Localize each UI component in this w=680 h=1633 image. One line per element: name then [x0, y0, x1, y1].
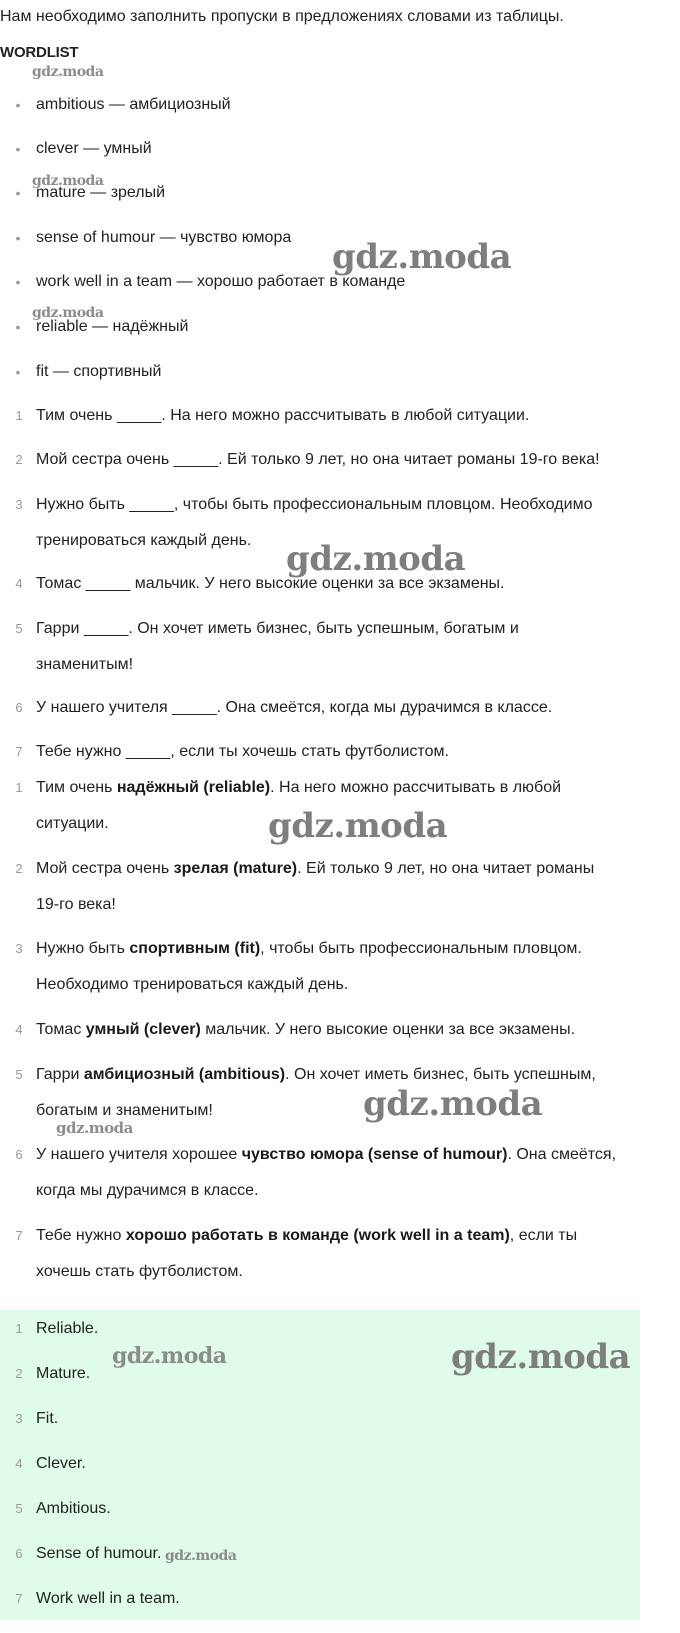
answer-text: Reliable.: [36, 1320, 99, 1337]
item-number: 1: [15, 780, 23, 795]
item-number: 4: [15, 576, 23, 591]
answer-text: Fit.: [36, 1410, 59, 1427]
watermark-logo: gdz.moda: [451, 1337, 631, 1377]
item-number: 2: [15, 861, 23, 876]
answer-text: Mature.: [36, 1365, 91, 1382]
item-number: 1: [15, 1321, 23, 1336]
item-number: 5: [15, 621, 23, 636]
list-item-text: sense of humour — чувство юмора: [36, 229, 292, 246]
item-number: 4: [15, 1456, 23, 1471]
exercise-text: Тим очень _____. На него можно рассчитывать в любой ситуации.: [36, 407, 530, 424]
translation-text: мальчик. У него высокие оценки за все экзамены.: [200, 1021, 576, 1038]
answer-highlight: спортивным (fit): [129, 940, 261, 957]
list-item-text: mature — зрелый: [36, 184, 166, 201]
item-number: 4: [15, 1022, 23, 1037]
translation-text: У нашего учителя хорошее: [36, 1146, 242, 1163]
translation-text: . Она смеётся,: [507, 1146, 617, 1163]
list-item-text: work well in a team — хорошо работает в команде: [36, 273, 406, 290]
translation-text-cont: 19-го века!: [36, 896, 116, 913]
translation-text: , если ты: [509, 1227, 578, 1244]
item-number: 1: [15, 408, 23, 423]
translation-text: Томас: [36, 1021, 86, 1038]
translation-text-cont: когда мы дурачимся в классе.: [36, 1182, 259, 1199]
translation-text-cont: хочешь стать футболистом.: [36, 1263, 243, 1280]
watermark-logo: gdz.moda: [32, 305, 104, 321]
translation-text: Мой сестра очень: [36, 860, 174, 877]
translation-text: . Ей только 9 лет, но она читает романы: [297, 860, 595, 877]
list-item-text: fit — спортивный: [36, 363, 162, 380]
item-number: 3: [15, 941, 23, 956]
list-item-text: clever — умный: [36, 140, 152, 157]
bullet: •: [15, 230, 21, 246]
translation-text: . Он хочет иметь бизнес, быть успешным,: [285, 1066, 596, 1083]
bullet: •: [15, 185, 21, 201]
answer-text: Work well in a team.: [36, 1590, 180, 1607]
item-number: 7: [15, 744, 23, 759]
answer-highlight: зрелая (mature): [173, 860, 298, 877]
exercise-text: Нужно быть _____, чтобы быть профессиональным пловцом. Необходимо: [36, 496, 593, 513]
item-number: 3: [15, 497, 23, 512]
exercise-text: У нашего учителя _____. Она смеётся, когда мы дурачимся в классе.: [36, 699, 553, 716]
watermark-logo: gdz.moda: [56, 1119, 133, 1137]
watermark-logo: gdz.moda: [112, 1343, 227, 1369]
bullet: •: [15, 274, 21, 290]
answer-text: Clever.: [36, 1455, 86, 1472]
item-number: 6: [15, 700, 23, 715]
watermark-logo: gdz.moda: [286, 539, 466, 579]
translation-text: , чтобы быть профессиональным пловцом.: [260, 940, 582, 957]
answer-highlight: чувство юмора (sense of humour): [241, 1146, 508, 1163]
item-number: 3: [15, 1411, 23, 1426]
exercise-text: Мой сестра очень _____. Ей только 9 лет, но она читает романы 19-го века!: [36, 451, 600, 468]
item-number: 6: [15, 1147, 23, 1162]
intro-text: Нам необходимо заполнить пропуски в предложениях словами из таблицы.: [0, 8, 564, 25]
watermark-logo: gdz.moda: [363, 1084, 543, 1124]
translation-text-cont: Необходимо тренироваться каждый день.: [36, 976, 349, 993]
watermark-logo: gdz.moda: [32, 173, 104, 189]
exercise-text-cont: знаменитым!: [36, 656, 134, 673]
wordlist-title: WORDLIST: [0, 44, 79, 61]
answer-highlight: хорошо работать в команде (work well in a team): [125, 1227, 510, 1244]
bullet: •: [15, 319, 21, 335]
exercise-text: Тебе нужно _____, если ты хочешь стать футболистом.: [36, 743, 449, 760]
item-number: 5: [15, 1501, 23, 1516]
answer-text: Ambitious.: [36, 1500, 111, 1517]
translation-text: Гарри: [36, 1066, 84, 1083]
item-number: 5: [15, 1067, 23, 1082]
list-item-text: ambitious — амбициозный: [36, 96, 231, 113]
item-number: 7: [15, 1591, 23, 1606]
exercise-text: Томас _____ мальчик. У него высокие оценки за все экзамены.: [36, 575, 505, 592]
exercise-text-cont: тренироваться каждый день.: [36, 532, 252, 549]
answer-highlight: надёжный (reliable): [116, 779, 271, 796]
bullet: •: [15, 97, 21, 113]
translation-text-cont: богатым и знаменитым!: [36, 1102, 213, 1119]
answer-highlight: умный (clever): [85, 1021, 201, 1038]
answer-highlight: амбициозный (ambitious): [83, 1066, 286, 1083]
watermark-logo: gdz.moda: [165, 1548, 237, 1564]
item-number: 6: [15, 1546, 23, 1561]
translation-text-cont: ситуации.: [36, 815, 109, 832]
translation-text: . На него можно рассчитывать в любой: [270, 779, 562, 796]
item-number: 7: [15, 1228, 23, 1243]
list-item-text: reliable — надёжный: [36, 318, 189, 335]
watermark-logo: gdz.moda: [268, 806, 448, 846]
translation-text: Тебе нужно: [36, 1227, 126, 1244]
watermark-logo: gdz.moda: [32, 64, 104, 80]
item-number: 2: [15, 1366, 23, 1381]
exercise-text: Гарри _____. Он хочет иметь бизнес, быть успешным, богатым и: [36, 620, 519, 637]
item-number: 2: [15, 452, 23, 467]
watermark-logo: gdz.moda: [332, 237, 512, 277]
answer-text: Sense of humour.: [36, 1545, 162, 1562]
bullet: •: [15, 364, 21, 380]
translation-text: Нужно быть: [36, 940, 130, 957]
translation-text: Тим очень: [36, 779, 117, 796]
bullet: •: [15, 141, 21, 157]
